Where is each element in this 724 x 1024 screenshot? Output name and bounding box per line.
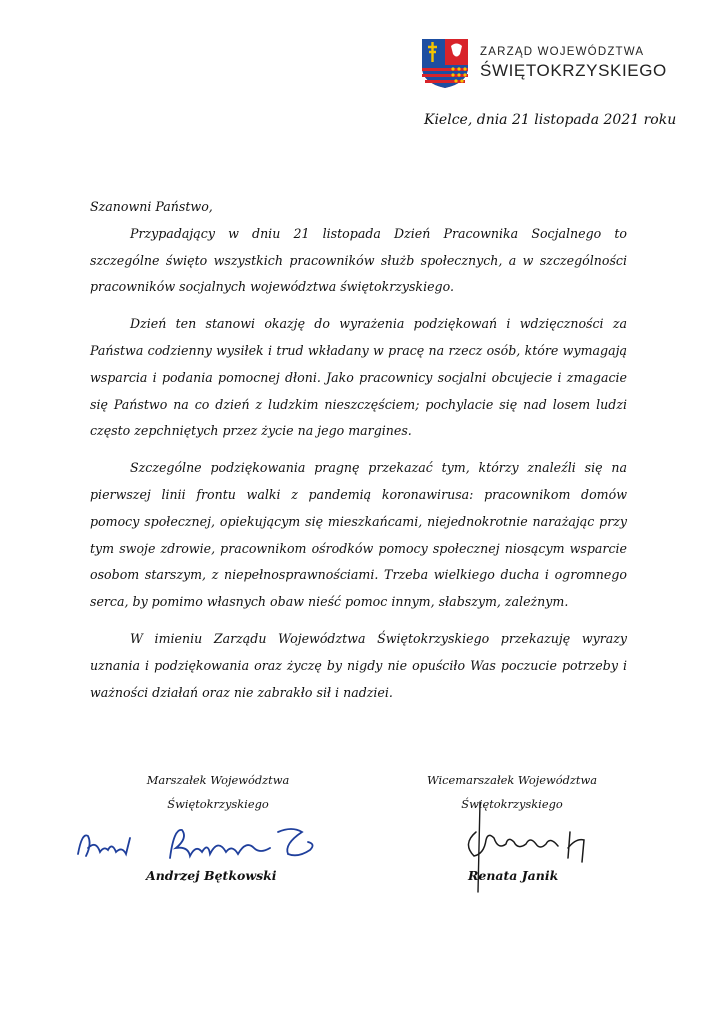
letterhead-line2: ŚWIĘTOKRZYSKIEGO <box>480 60 667 80</box>
signatory-right-title-line1: Wicemarszałek Województwa <box>427 773 597 787</box>
signatory-left-title-line1: Marszałek Województwa <box>146 773 290 787</box>
paragraph-4: W imieniu Zarządu Województwa Świętokrzyskiego przekazuję wyrazy uznania i podziękowania oraz życzę by nigdy nie opuściło Was poczucie potrzeby i ważności działań oraz nie zabrakło sił i nadziei. <box>90 630 627 700</box>
paragraph-1: Przypadający w dniu 21 listopada Dzień Pracownika Socjalnego to szczególne święto wszystkich pracowników służb społecznych, a w szczególności pracowników socjalnych województwa świętokrzyskiego. <box>90 225 627 295</box>
paragraph-2: Dzień ten stanowi okazję do wyrażenia podziękowań i wdzięczności za Państwa codzienny wysiłek i trud wkładany w pracę na rzecz osób, które wymagają wsparcia i podania pomocnej dłoni. Jako pracownicy socjalni obcujecie i zmagacie się Państwo na co dzień z ludzkim nieszczęściem; pochylacie się nad losem ludzi często zepchniętych przez życie na jego margines. <box>90 316 627 439</box>
paragraph-3: Szczególne podziękowania pragnę przekazać tym, którzy znaleźli się na pierwszej linii frontu walki z pandemią koronawirusa: pracownikom domów pomocy społecznej, opiekującym się mieszkańcami, niejednokrotnie narażając przy tym swoje zdrowie, pracownikom ośrodków pomocy społecznej niosącym wsparcie osobom starszym, z niepełnosprawnościami. Trzeba wielkiego ducha i ogromnego serca, by pomimo własnych obaw nieść pomoc innym, słabszym, zależnym. <box>90 460 627 610</box>
letter-body <box>90 194 627 716</box>
signatory-right-title-line2: Świętokrzyskiego <box>461 797 563 811</box>
signatory-left-name: Andrzej Bętkowski <box>146 868 277 883</box>
greeting: Szanowni Państwo, <box>90 199 213 214</box>
signatory-left-title-line2: Świętokrzyskiego <box>167 797 269 811</box>
date-line: Kielce, dnia 21 listopada 2021 roku <box>424 112 677 128</box>
letterhead-text <box>480 47 667 79</box>
signatory-left-title <box>118 768 318 816</box>
letterhead <box>420 37 680 87</box>
signatory-right-name: Renata Janik <box>468 868 559 883</box>
letterhead-line1: ZARZĄD WOJEWÓDZTWA <box>480 46 645 58</box>
coat-of-arms-icon <box>420 37 470 89</box>
handwritten-signature-right <box>458 792 618 902</box>
handwritten-signature-left <box>70 818 330 870</box>
